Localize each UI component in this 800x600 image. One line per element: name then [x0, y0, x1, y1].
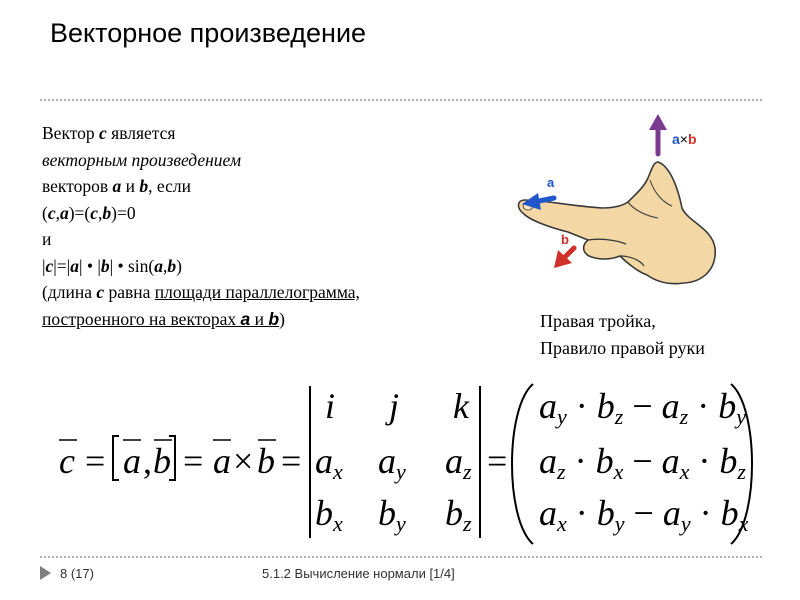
formula-a: a	[123, 441, 141, 481]
right-hand-rule-illustration	[512, 110, 722, 300]
top-divider	[40, 99, 762, 101]
matrix-by: by	[378, 493, 406, 536]
matrix-ay: ay	[378, 441, 406, 484]
slide-title: Векторное произведение	[50, 18, 367, 48]
figure-caption	[540, 308, 705, 362]
definition-line-and: и	[42, 229, 52, 249]
result-row-2: az · bx − ax · bz	[539, 441, 746, 484]
formula-eq-3: =	[281, 441, 302, 481]
bottom-divider	[40, 556, 762, 558]
formula-c: c	[59, 441, 75, 481]
page-number: 8 (17)	[60, 566, 94, 581]
definition-text	[42, 120, 512, 332]
definition-line-3: векторов a и b, если	[42, 176, 191, 196]
axb-label-times: ×	[679, 131, 688, 147]
axb-arrow-icon	[649, 114, 667, 154]
axb-label-b: b	[687, 131, 697, 147]
formula-b2: b	[257, 441, 275, 481]
matrix-bz: bz	[445, 493, 472, 536]
caption-line-1: Правая тройка,	[540, 311, 656, 331]
definition-line-7: (длина c равна площади параллелограмма,	[42, 282, 360, 302]
svg-text:a×b	[672, 131, 697, 147]
b-arrow-icon	[554, 248, 574, 268]
b-vector-label: b	[561, 232, 569, 247]
formula-eq-2: =	[183, 441, 204, 481]
a-vector-label: a	[547, 175, 555, 190]
play-icon[interactable]	[40, 566, 51, 580]
cross-product-formula	[55, 378, 755, 548]
formula-a2: a	[213, 441, 231, 481]
formula-comma: ,	[143, 441, 152, 481]
result-vector	[539, 386, 749, 536]
formula-times: ×	[233, 441, 254, 481]
matrix-k: k	[453, 386, 469, 426]
matrix-ax: ax	[315, 441, 343, 484]
matrix-i: i	[325, 386, 336, 426]
definition-line-8: построенного на векторах a и b)	[42, 308, 285, 329]
formula-eq-1: =	[85, 441, 106, 481]
orthogonality-condition: (c,a)=(c,b)=0	[42, 202, 136, 223]
definition-line-1: Вектор c является	[42, 123, 176, 143]
formula-b: b	[153, 441, 171, 481]
result-row-3: ax · by − ay · bx	[539, 493, 749, 536]
matrix-j: j	[389, 386, 400, 426]
formula-eq-4: =	[487, 441, 508, 481]
magnitude-condition: |c|=|a| • |b| • sin(a,b)	[42, 255, 182, 276]
caption-line-2: Правило правой руки	[540, 338, 705, 358]
section-label: 5.1.2 Вычисление нормали [1/4]	[262, 566, 455, 581]
matrix-bx: bx	[315, 493, 343, 536]
result-row-1: ay · bz − az · by	[539, 386, 746, 429]
definition-line-2: векторным произведением	[42, 149, 242, 170]
matrix-az: az	[445, 441, 472, 484]
axb-label-a: a	[672, 131, 680, 147]
